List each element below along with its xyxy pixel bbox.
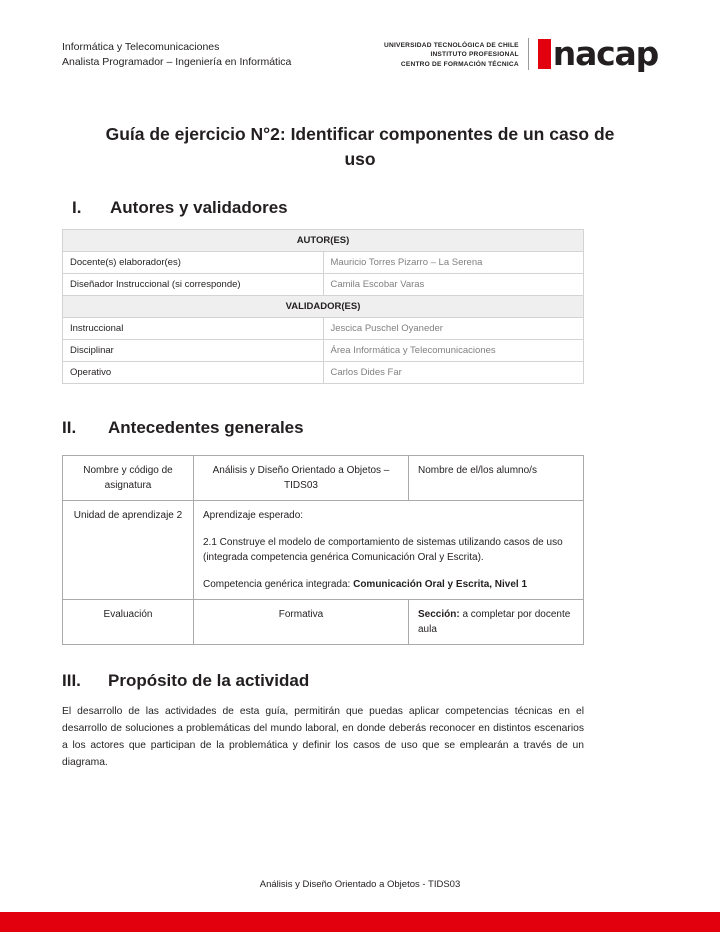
antecedentes-table [62, 455, 584, 645]
row-label-docente: Docente(s) elaborador(es) [63, 252, 324, 274]
header-program-info [62, 38, 291, 70]
brand-line-2: INSTITUTO PROFESIONAL [430, 51, 519, 59]
section-label-3: Propósito de la actividad [108, 671, 310, 690]
brand-line-3: CENTRO DE FORMACIÓN TÉCNICA [400, 60, 519, 68]
section-heading-autores [62, 198, 658, 218]
footer-red-bar [0, 912, 720, 932]
header-branding [384, 34, 658, 73]
cell-asignatura-value: Análisis y Diseño Orientado a Objetos – TIDS03 [194, 456, 409, 501]
cell-unidad-label: Unidad de aprendizaje 2 [63, 501, 194, 600]
row-value-docente: Mauricio Torres Pizarro – La Serena [323, 252, 584, 274]
section-label-1: Autores y validadores [110, 198, 288, 217]
header-line-2: Analista Programador – Ingeniería en Informática [62, 56, 292, 68]
institution-names [384, 39, 519, 70]
page-title: Guía de ejercicio N°2: Identificar componentes de un caso de uso [105, 124, 615, 169]
table-row [63, 362, 584, 384]
row-value-disciplinar: Área Informática y Telecomunicaciones [323, 340, 584, 362]
table-row [63, 340, 584, 362]
table-row [63, 501, 584, 600]
band-validadores: VALIDADOR(ES) [63, 296, 584, 318]
brand-divider [528, 38, 529, 70]
cell-evaluacion-value: Formativa [194, 600, 409, 645]
table-row [63, 296, 584, 318]
table-row [63, 318, 584, 340]
proposito-paragraph: El desarrollo de las actividades de esta guía, permitirán que puedas aplicar competencias técnicas en el desarrollo de soluciones a problemáticas del mundo laboral, en donde deberás reconocer en distintos escenarios a los actores que participan de la problemática y definir los casos de uso que se emplearán a través de un diagrama. [62, 706, 584, 768]
header-line-1: Informática y Telecomunicaciones [62, 41, 220, 53]
aprendizaje-title: Aprendizaje esperado: [203, 510, 304, 521]
band-autores: AUTOR(ES) [63, 230, 584, 252]
document-header [62, 34, 658, 94]
seccion-value: a completar por docente aula [418, 609, 571, 635]
section-heading-antecedentes [62, 418, 658, 438]
row-label-disciplinar: Disciplinar [63, 340, 324, 362]
section-label-2: Antecedentes generales [108, 418, 304, 437]
table-row [63, 252, 584, 274]
section-number-2: II. [62, 418, 77, 437]
cell-nombre-codigo-label: Nombre y código de asignatura [63, 456, 194, 501]
table-row [63, 456, 584, 501]
row-value-operativo: Carlos Dides Far [323, 362, 584, 384]
cell-seccion [409, 600, 584, 645]
cell-alumno-label: Nombre de el/los alumno/s [409, 456, 584, 501]
brand-line-1: UNIVERSIDAD TECNOLÓGICA DE CHILE [384, 41, 519, 49]
logo-wordmark: nacap [552, 34, 658, 73]
row-value-disenador: Camila Escobar Varas [323, 274, 584, 296]
logo-red-bar-icon [538, 39, 551, 69]
row-label-instruccional: Instruccional [63, 318, 324, 340]
competencia-bold: Comunicación Oral y Escrita, Nivel 1 [353, 579, 528, 590]
table-row [63, 600, 584, 645]
section-heading-proposito [62, 671, 658, 691]
table-row [63, 274, 584, 296]
section-number-1: I. [72, 198, 82, 217]
autores-validadores-table [62, 229, 584, 384]
row-label-operativo: Operativo [63, 362, 324, 384]
seccion-label: Sección: [418, 609, 460, 620]
document-footer: Análisis y Diseño Orientado a Objetos - TIDS03 [259, 879, 461, 890]
aprendizaje-text: 2.1 Construye el modelo de comportamiento de sistemas utilizando casos de uso (integrada competencia genérica Comunicación Oral y Escrita). [203, 537, 563, 563]
cell-aprendizaje-esperado [194, 501, 584, 600]
section-number-3: III. [62, 671, 81, 690]
cell-evaluacion-label: Evaluación [63, 600, 194, 645]
row-label-disenador: Diseñador Instruccional (si corresponde) [63, 274, 324, 296]
competencia-prefix: Competencia genérica integrada: [203, 579, 354, 590]
inacap-logo [538, 34, 658, 73]
table-row [63, 230, 584, 252]
competencia-line [203, 577, 574, 592]
row-value-instruccional: Jescica Puschel Oyaneder [323, 318, 584, 340]
